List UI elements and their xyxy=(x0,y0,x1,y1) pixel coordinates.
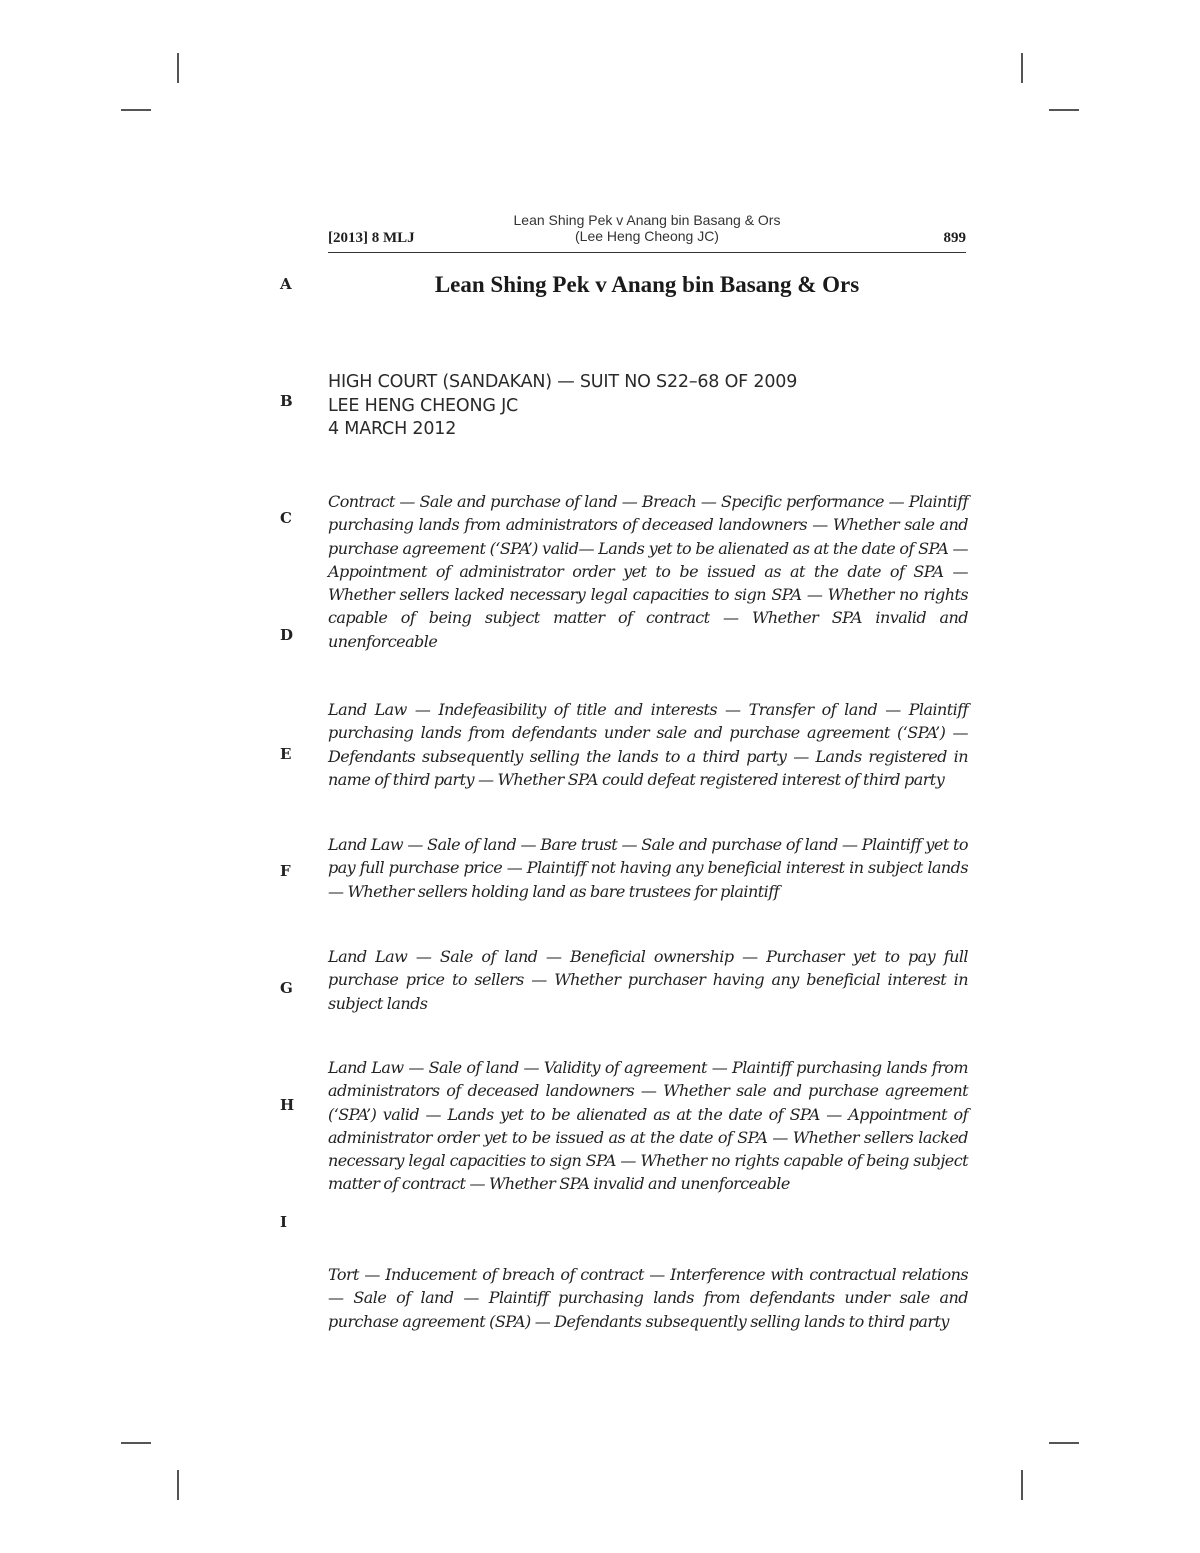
margin-letter-e: E xyxy=(280,745,292,763)
catchword-paragraph: Contract — Sale and purchase of land — Breach — Specific performance — Plaintiff purchasing lands from administrators of deceased landowners — Whether sale and purchase agreement (‘SPA’) valid— Lands yet to be alienated as at the date of SPA — Appointment of administrator order yet to be issued as at the date of SPA — Whether sellers lacked necessary legal capacities to sign SPA — Whether no rights capable of being subject matter of contract — Whether SPA invalid and unenforceable xyxy=(328,492,968,651)
court-judge: LEE HENG CHEONG JC xyxy=(328,395,519,416)
page-number: 899 xyxy=(943,230,966,246)
margin-letter-i: I xyxy=(280,1213,288,1231)
crop-mark-bottom-left-vertical xyxy=(177,1470,179,1500)
margin-letter-f: F xyxy=(280,862,291,880)
case-title: Lean Shing Pek v Anang bin Basang & Ors xyxy=(434,272,860,297)
citation: [2013] 8 MLJ xyxy=(328,230,415,246)
catchword-paragraph: Land Law — Indefeasibility of title and interests — Transfer of land — Plaintiff purchasing lands from defendants under sale and purchase agreement (‘SPA’) — Defendants subsequently selling the lands to a third party — Lands registered in name of third party — Whether SPA could defeat registered interest of third party xyxy=(328,700,968,789)
running-head xyxy=(328,212,966,253)
crop-mark-top-left-horizontal xyxy=(121,109,151,111)
catchword-paragraph: Tort — Inducement of breach of contract — Interference with contractual relations — Sale of land — Plaintiff purchasing lands from defendants under sale and purchase agreement (SPA) — Defendants subsequently selling lands to third party xyxy=(328,1265,968,1331)
court-info xyxy=(328,371,797,442)
running-head-case: Lean Shing Pek v Anang bin Basang & Ors xyxy=(513,212,781,228)
crop-mark-bottom-right-vertical xyxy=(1021,1470,1023,1500)
court-date: 4 MARCH 2012 xyxy=(328,419,457,439)
crop-mark-top-right-horizontal xyxy=(1049,109,1079,111)
crop-mark-top-right-vertical xyxy=(1021,53,1023,83)
running-head-judge: (Lee Heng Cheong JC) xyxy=(575,228,719,244)
margin-letter-b: B xyxy=(280,392,293,410)
margin-letter-a: A xyxy=(280,275,292,293)
catchword-paragraph: Land Law — Sale of land — Validity of agreement — Plaintiff purchasing lands from administrators of deceased landowners — Whether sale and purchase agreement (‘SPA’) valid — Lands yet to be alienated as at the date of SPA — Appointment of administrator order yet to be issued as at the date of SPA — Whether sellers lacked necessary legal capacities to sign SPA — Whether no rights capable of being subject matter of contract — Whether SPA invalid and unenforceable xyxy=(328,1058,968,1194)
margin-letter-d: D xyxy=(280,626,294,644)
crop-mark-bottom-right-horizontal xyxy=(1049,1442,1079,1444)
margin-letter-c: C xyxy=(280,509,292,527)
running-head-center xyxy=(328,212,966,244)
crop-mark-top-left-vertical xyxy=(177,53,179,83)
margin-letter-h: H xyxy=(280,1096,295,1114)
catchword-paragraph: Land Law — Sale of land — Bare trust — Sale and purchase of land — Plaintiff yet to pay full purchase price — Plaintiff not having any beneficial interest in subject lands — Whether sellers holding land as bare trustees for plaintiff xyxy=(328,835,968,901)
court-suit: HIGH COURT (SANDAKAN) — SUIT NO S22–68 OF 2009 xyxy=(328,372,798,392)
catchword-paragraph: Land Law — Sale of land — Beneficial ownership — Purchaser yet to pay full purchase price to sellers — Whether purchaser having any beneficial interest in subject lands xyxy=(328,947,968,1013)
margin-letter-g: G xyxy=(280,979,293,997)
crop-mark-bottom-left-horizontal xyxy=(121,1442,151,1444)
